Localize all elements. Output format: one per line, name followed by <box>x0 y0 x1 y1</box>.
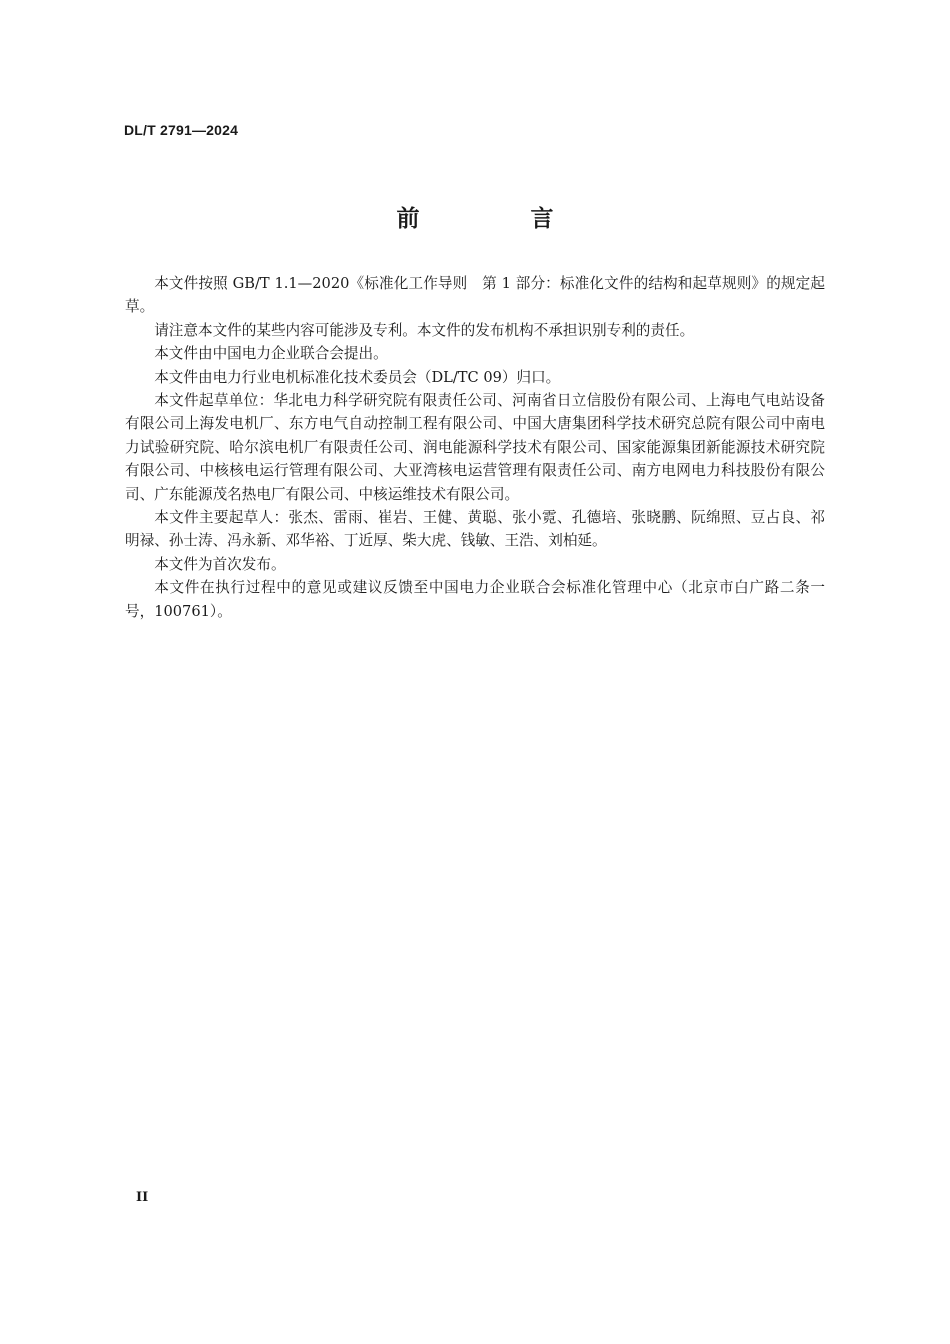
paragraph-drafters: 本文件主要起草人：张杰、雷雨、崔岩、王健、黄聪、张小霓、孔德培、张晓鹏、阮绵照、豆占良、祁明禄、孙士涛、冯永新、邓华裕、丁近厚、柴大虎、钱敏、王浩、刘柏延。 <box>125 509 825 550</box>
paragraph-proposer: 本文件由中国电力企业联合会提出。 <box>154 345 388 363</box>
page-number: II <box>136 1190 149 1205</box>
paragraph-feedback: 本文件在执行过程中的意见或建议反馈至中国电力企业联合会标准化管理中心（北京市白广路二条一号，100761）。 <box>125 579 825 620</box>
paragraph-drafting-units: 本文件起草单位：华北电力科学研究院有限责任公司、河南省日立信股份有限公司、上海电气电站设备有限公司上海发电机厂、东方电气自动控制工程有限公司、中国大唐集团科学技术研究总院有限公司中南电力试验研究院、哈尔滨电机厂有限责任公司、润电能源科学技术有限公司、国家能源集团新能源技术研究院有限公司、中核核电运行管理有限公司、大亚湾核电运营管理有限责任公司、南方电网电力科技股份有限公司、广东能源茂名热电厂有限公司、中核运维技术有限公司。 <box>125 392 825 503</box>
paragraph-first-release: 本文件为首次发布。 <box>154 555 286 573</box>
page-title: 前 言 <box>396 206 598 232</box>
paragraph-committee: 本文件由电力行业电机标准化技术委员会（DL/TC 09）归口。 <box>154 368 561 386</box>
paragraph-drafting-rules: 本文件按照 GB/T 1.1—2020《标准化工作导则 第 1 部分：标准化文件的结构和起草规则》的规定起草。 <box>125 275 825 316</box>
standard-code: DL/T 2791—2024 <box>124 122 239 138</box>
paragraph-patent-notice: 请注意本文件的某些内容可能涉及专利。本文件的发布机构不承担识别专利的责任。 <box>154 321 695 339</box>
foreword-body <box>125 272 825 623</box>
